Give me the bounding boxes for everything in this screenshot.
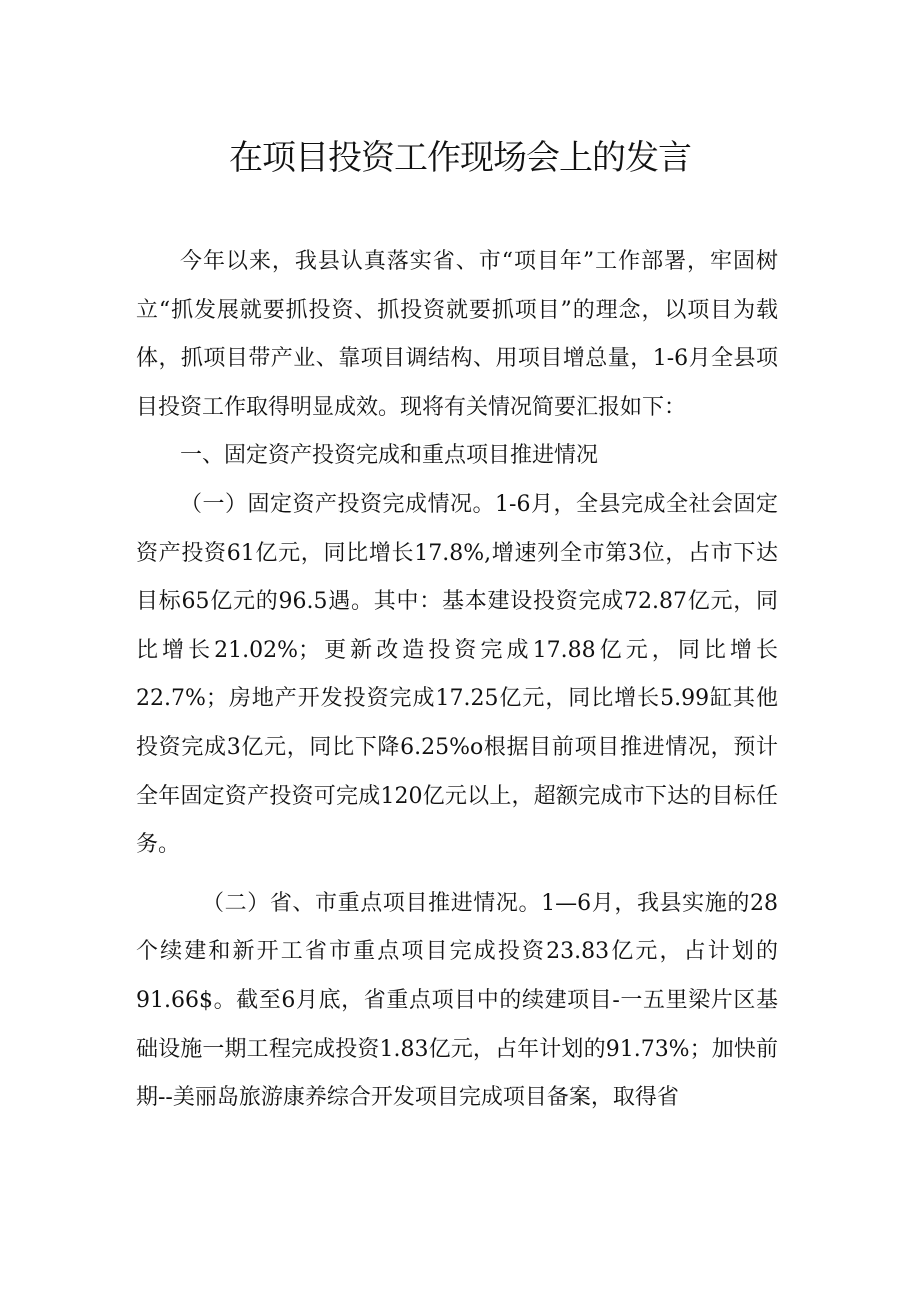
document-body [136,238,778,1123]
document-title: 在项目投资工作现场会上的发言 [229,138,691,178]
fixed-asset-paragraph: （一）固定资产投资完成情况。1-6月，全县完成全社会固定资产投资61亿元，同比增长17.8%,增速列全市第3位，占市下达目标65亿元的96.5遇。其中：基本建设投资完成72.87亿元，同比增长21.02%；更新改造投资完成17.88亿元，同比增长22.7%；房地产开发投资完成17.25亿元，同比增长5.99缸其他投资完成3亿元，同比下降6.25%o根据目前项目推进情况，预计全年固定资产投资可完成120亿元以上，超额完成市下达的目标任务。 [136,491,778,858]
section-heading: 一、固定资产投资完成和重点项目推进情况 [180,443,599,469]
key-projects-paragraph: （二）省、市重点项目推进情况。1—6月，我县实施的28个续建和新开工省市重点项目完成投资23.83亿元，占计划的91.66$。截至6月底，省重点项目中的续建项目-一五里梁片区基础设施一期工程完成投资1.83亿元，占年计划的91.73%；加快前期--美丽岛旅游康养综合开发项目完成项目备案，取得省 [136,890,778,1111]
intro-paragraph: 今年以来，我县认真落实省、市“项目年”工作部署，牢固树立“抓发展就要抓投资、抓投资就要抓项目”的理念，以项目为载体，抓项目带产业、靠项目调结构、用项目增总量，1-6月全县项目投资工作取得明显成效。现将有关情况简要汇报如下： [136,249,778,420]
